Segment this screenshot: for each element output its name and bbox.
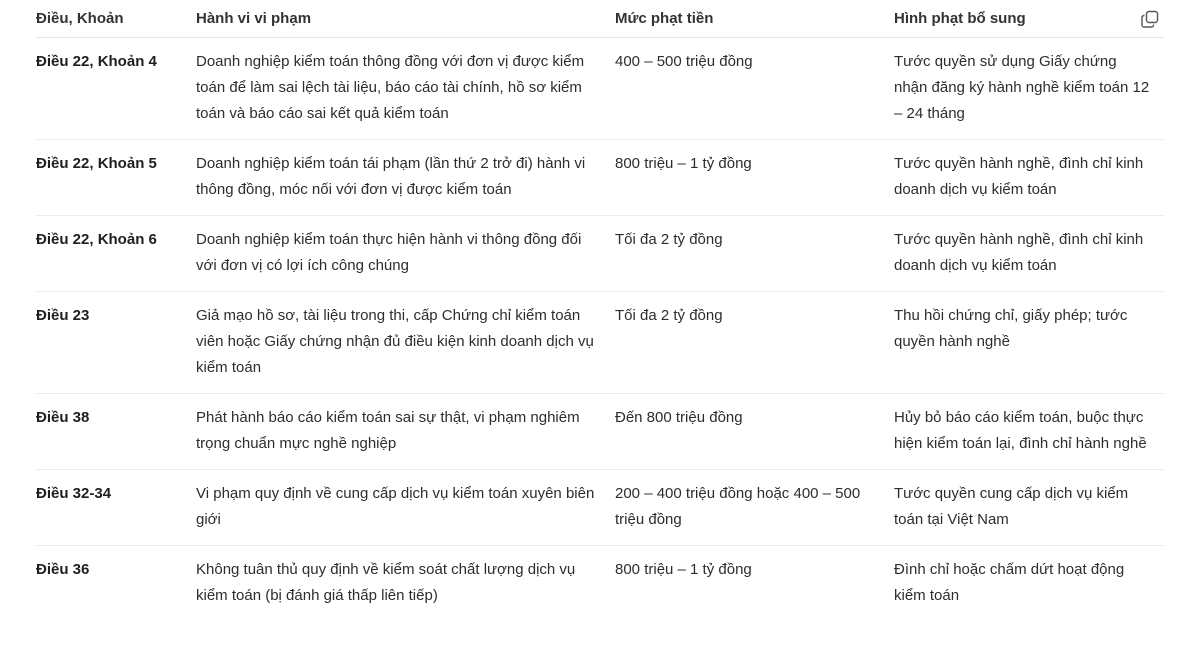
table-row — [36, 546, 1164, 622]
cell-additional-penalty: Tước quyền hành nghề, đình chỉ kinh doanh dịch vụ kiểm toán — [894, 140, 1164, 216]
cell-fine: Đến 800 triệu đồng — [615, 394, 894, 470]
cell-clause: Điều 23 — [36, 292, 196, 394]
cell-violation: Doanh nghiệp kiểm toán thực hiện hành vi thông đồng đối với đơn vị có lợi ích công chúng — [196, 216, 615, 292]
header-clause: Điều, Khoản — [36, 0, 196, 38]
cell-additional-penalty: Thu hồi chứng chỉ, giấy phép; tước quyền hành nghề — [894, 292, 1164, 394]
cell-additional-penalty: Tước quyền hành nghề, đình chỉ kinh doanh dịch vụ kiểm toán — [894, 216, 1164, 292]
cell-violation: Doanh nghiệp kiểm toán thông đồng với đơn vị được kiểm toán để làm sai lệch tài liệu, báo cáo tài chính, hồ sơ kiểm toán và báo cáo sai kết quả kiểm toán — [196, 38, 615, 140]
cell-violation: Vi phạm quy định về cung cấp dịch vụ kiểm toán xuyên biên giới — [196, 470, 615, 546]
cell-fine: Tối đa 2 tỷ đồng — [615, 292, 894, 394]
table-row — [36, 216, 1164, 292]
header-additional-penalty: Hình phạt bổ sung — [894, 0, 1164, 38]
table-row — [36, 292, 1164, 394]
cell-fine: 400 – 500 triệu đồng — [615, 38, 894, 140]
cell-clause: Điều 22, Khoản 4 — [36, 38, 196, 140]
table-row — [36, 140, 1164, 216]
cell-clause: Điều 22, Khoản 6 — [36, 216, 196, 292]
table-row — [36, 38, 1164, 140]
cell-violation: Không tuân thủ quy định về kiểm soát chất lượng dịch vụ kiểm toán (bị đánh giá thấp liên tiếp) — [196, 561, 576, 604]
cell-fine: 800 triệu – 1 tỷ đồng — [615, 140, 894, 216]
cell-clause: Điều 32-34 — [36, 470, 196, 546]
penalty-table — [36, 0, 1164, 621]
cell-additional-penalty: Tước quyền sử dụng Giấy chứng nhận đăng ký hành nghề kiểm toán 12 – 24 tháng — [894, 38, 1164, 140]
cell-violation: Doanh nghiệp kiểm toán tái phạm (lần thứ 2 trở đi) hành vi thông đồng, móc nối với đơn vị được kiểm toán — [196, 140, 615, 216]
cell-clause: Điều 22, Khoản 5 — [36, 140, 196, 216]
cell-additional-penalty: Tước quyền cung cấp dịch vụ kiểm toán tại Việt Nam — [894, 470, 1164, 546]
header-violation: Hành vi vi phạm — [196, 0, 615, 38]
cell-additional-penalty: Hủy bỏ báo cáo kiểm toán, buộc thực hiện kiểm toán lại, đình chỉ hành nghề — [894, 394, 1164, 470]
table-row — [36, 470, 1164, 546]
cell-clause: Điều 36 — [36, 561, 90, 578]
cell-fine: Tối đa 2 tỷ đồng — [615, 216, 894, 292]
cell-clause: Điều 38 — [36, 394, 196, 470]
table-header-row — [36, 0, 1164, 38]
cell-fine: 800 triệu – 1 tỷ đồng — [615, 561, 752, 578]
table-row — [36, 394, 1164, 470]
cell-fine: 200 – 400 triệu đồng hoặc 400 – 500 triệu đồng — [615, 470, 894, 546]
cell-additional-penalty: Đình chỉ hoặc chấm dứt hoạt động kiểm toán — [894, 561, 1125, 604]
cell-violation: Giả mạo hồ sơ, tài liệu trong thi, cấp Chứng chỉ kiểm toán viên hoặc Giấy chứng nhận đủ điều kiện kinh doanh dịch vụ kiểm toán — [196, 292, 615, 394]
header-fine: Mức phạt tiền — [615, 0, 894, 38]
cell-violation: Phát hành báo cáo kiểm toán sai sự thật, vi phạm nghiêm trọng chuẩn mực nghề nghiệp — [196, 394, 615, 470]
